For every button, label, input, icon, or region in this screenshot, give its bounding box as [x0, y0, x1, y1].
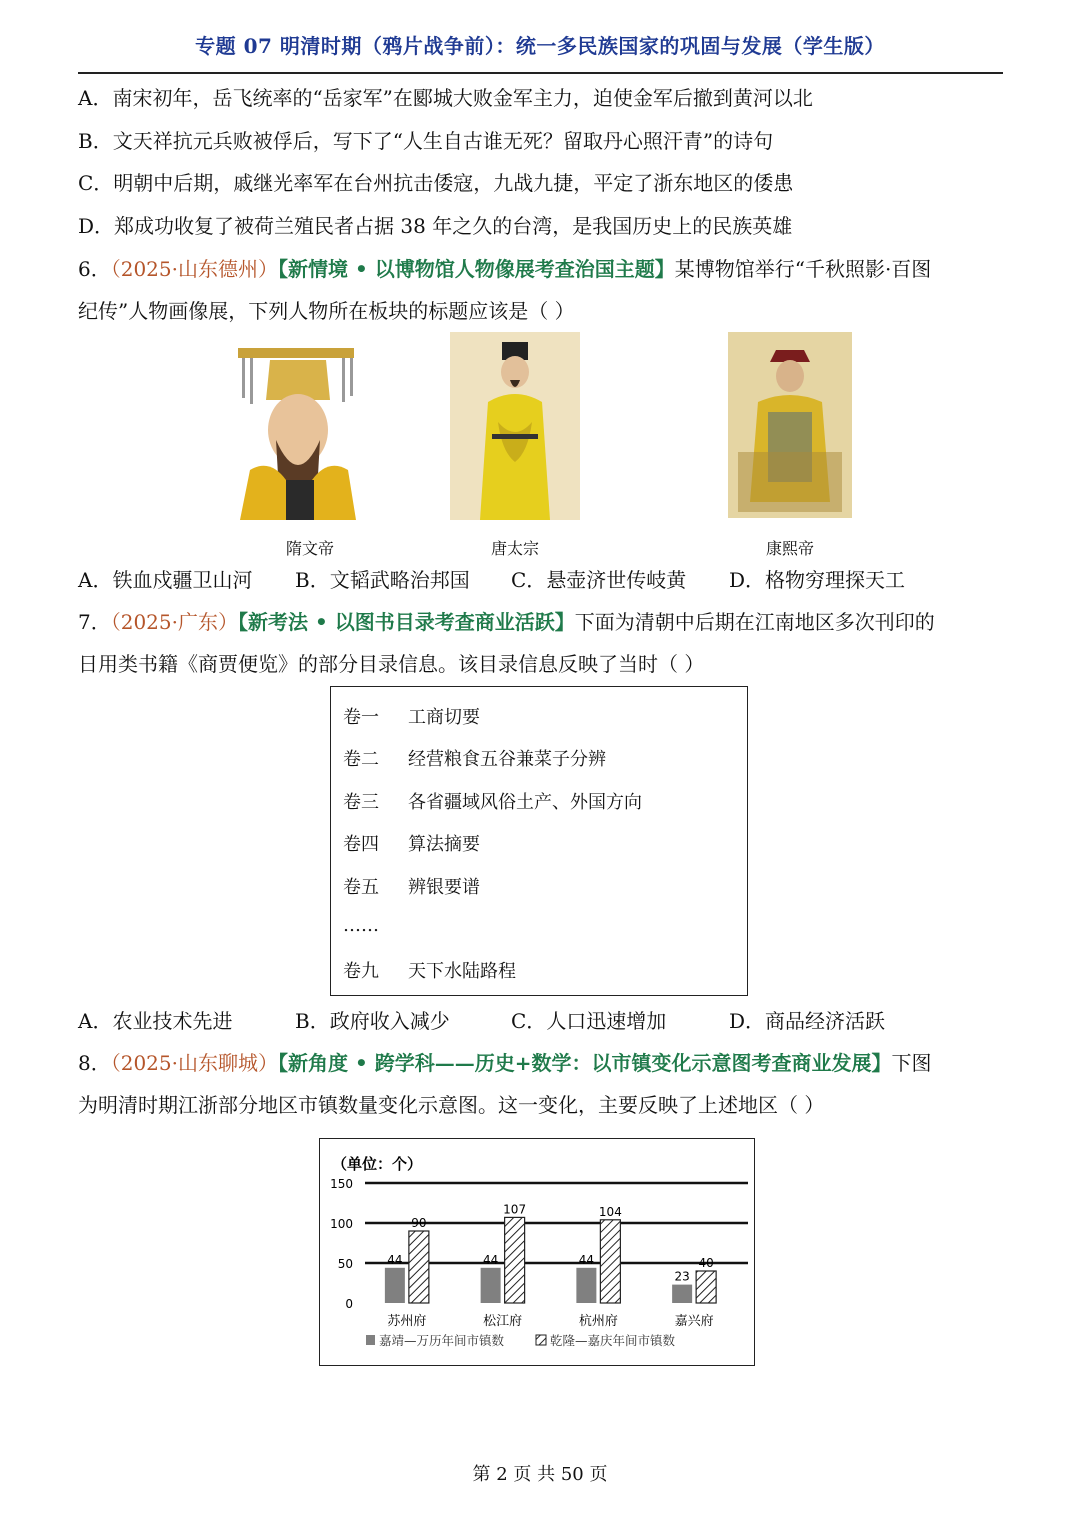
q6-options	[78, 566, 978, 594]
caption-tang-taizong: 唐太宗	[490, 539, 539, 558]
q7-options	[78, 1007, 978, 1035]
bar-value-label: 107	[503, 1202, 527, 1217]
legend-label-jiajing-wanli: 嘉靖—万历年间市镇数	[379, 1333, 505, 1348]
q5-option-b: B．文天祥抗元兵败被俘后，写下了“人生自古谁无死？留取丹心照汗青”的诗句	[78, 129, 774, 153]
x-category-label: 嘉兴府	[674, 1314, 714, 1329]
q6-stem-line2: 纪传”人物画像展，下列人物所在板块的标题应该是（ ）	[78, 299, 575, 323]
bar-qianlong-jiaqing	[409, 1231, 429, 1303]
page-footer: 第 2 页 共 50 页	[472, 1464, 608, 1485]
q7-stem-line2: 日用类书籍《商贾便览》的部分目录信息。该目录信息反映了当时（ ）	[78, 652, 705, 676]
table-of-contents-box	[330, 686, 748, 996]
q6-option-b: B．文韬武略治邦国	[295, 568, 470, 592]
q7-stem-line1: 7．（2025·广东）【新考法 • 以图书目录考查商业活跃】下面为清朝中后期在江南地区多次刊印的	[78, 610, 935, 634]
toc-row: 卷二 经营粮食五谷兼菜子分辨	[343, 749, 606, 770]
page-header-title: 专题 07 明清时期（鸦片战争前）：统一多民族国家的巩固与发展（学生版）	[195, 34, 885, 58]
market-town-chart	[319, 1138, 755, 1366]
q7-option-c: C．人口迅速增加	[511, 1009, 667, 1033]
q7-option-b: B．政府收入减少	[295, 1009, 450, 1033]
bar-chart-svg	[320, 1139, 753, 1364]
bar-qianlong-jiaqing	[696, 1271, 716, 1303]
toc-row: 卷九 天下水陆路程	[343, 961, 516, 982]
chart-unit-label: （单位：个）	[332, 1155, 423, 1173]
bar-qianlong-jiaqing	[505, 1217, 525, 1303]
bar-value-label: 44	[578, 1252, 595, 1267]
bar-jiajing-wanli	[481, 1268, 501, 1303]
q5-option-c: C．明朝中后期，戚继光率军在台州抗击倭寇，九战九捷，平定了浙东地区的倭患	[78, 171, 794, 195]
bar-value-label: 44	[482, 1252, 499, 1267]
caption-sui-wendi: 隋文帝	[285, 539, 334, 558]
toc-row: 卷一 工商切要	[343, 707, 480, 728]
q8-stem-line1: 8．（2025·山东聊城）【新角度 • 跨学科——历史+数学：以市镇变化示意图考查商业发展】下图	[78, 1051, 932, 1075]
bar-value-label: 90	[411, 1216, 427, 1230]
toc-row: 卷五 辨银要谱	[343, 877, 480, 898]
q6-option-c: C．悬壶济世传岐黄	[511, 568, 687, 592]
bar-jiajing-wanli	[385, 1268, 405, 1303]
caption-kangxi: 康熙帝	[765, 539, 814, 558]
legend-swatch-jiajing-wanli	[366, 1335, 375, 1345]
legend-label-qianlong-jiaqing: 乾隆—嘉庆年间市镇数	[550, 1333, 676, 1348]
y-tick-label: 50	[337, 1257, 353, 1271]
y-tick-label: 0	[345, 1297, 353, 1311]
q6-option-a: A．铁血戍疆卫山河	[78, 568, 253, 592]
q6-stem-line1: 6．（2025·山东德州）【新情境 • 以博物馆人物像展考查治国主题】某博物馆举行“千秋照影·百图	[78, 257, 932, 281]
q6-option-d: D．格物穷理探天工	[729, 568, 906, 592]
portrait-tang-taizong	[450, 332, 580, 520]
q7-option-a: A．农业技术先进	[78, 1009, 233, 1033]
toc-row: 卷四 算法摘要	[343, 834, 480, 855]
x-category-label: 苏州府	[387, 1314, 427, 1329]
bar-qianlong-jiaqing	[600, 1220, 620, 1303]
q5-option-d: D．郑成功收复了被荷兰殖民者占据 38 年之久的台湾，是我国历史上的民族英雄	[78, 214, 793, 238]
bar-jiajing-wanli	[672, 1285, 692, 1303]
x-category-label: 杭州府	[578, 1314, 618, 1329]
q5-option-a: A．南宋初年，岳飞统率的“岳家军”在郾城大败金军主力，迫使金军后撤到黄河以北	[78, 86, 813, 110]
q8-stem-line2: 为明清时期江浙部分地区市镇数量变化示意图。这一变化，主要反映了上述地区（ ）	[78, 1093, 825, 1117]
bar-value-label: 23	[674, 1269, 690, 1284]
y-tick-label: 150	[330, 1177, 353, 1191]
legend-swatch-qianlong-jiaqing	[536, 1335, 546, 1345]
y-tick-label: 100	[330, 1217, 353, 1231]
bar-value-label: 104	[598, 1204, 622, 1219]
q7-option-d: D．商品经济活跃	[729, 1009, 886, 1033]
header-rule	[78, 72, 1003, 74]
portrait-sui-wendi	[230, 340, 390, 520]
toc-row: ……	[343, 915, 379, 936]
x-category-label: 松江府	[483, 1314, 523, 1329]
bar-value-label: 40	[698, 1256, 714, 1270]
toc-row: 卷三 各省疆域风俗土产、外国方向	[343, 792, 642, 813]
bar-value-label: 44	[387, 1252, 403, 1267]
portrait-kangxi	[728, 332, 852, 518]
bar-jiajing-wanli	[576, 1268, 596, 1303]
